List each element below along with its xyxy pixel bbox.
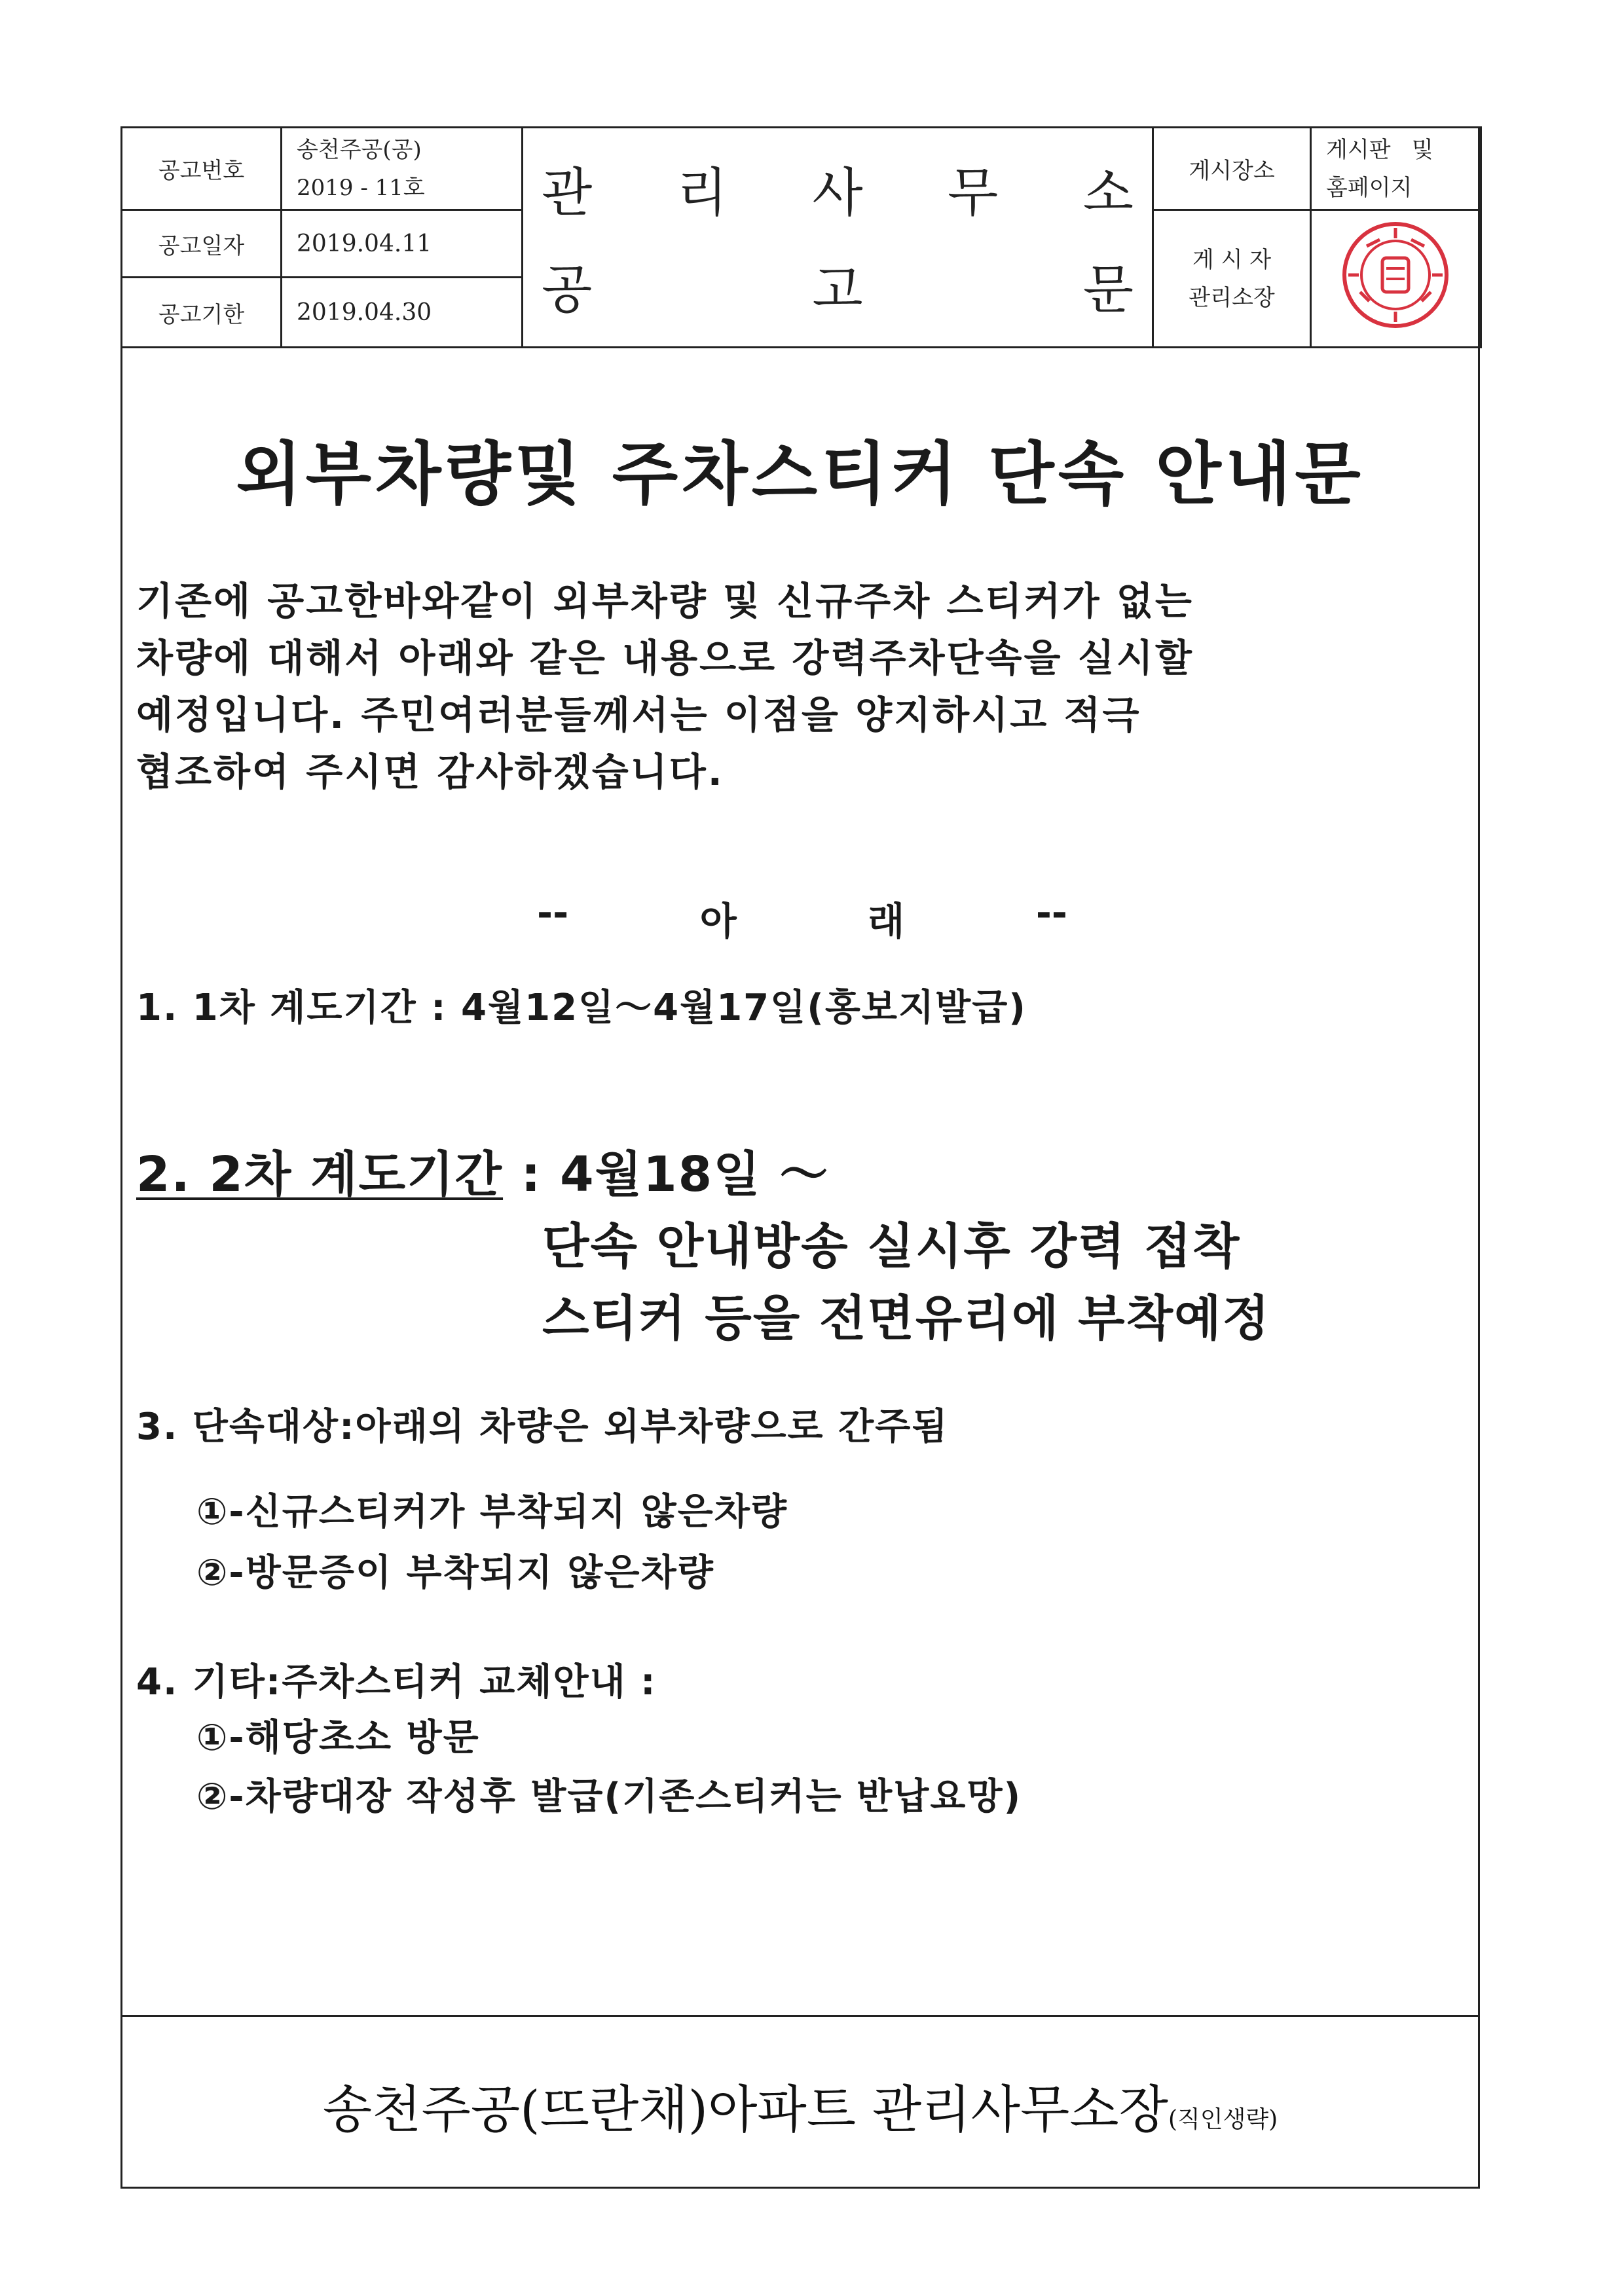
item-2-underlined: 2. 2차 계도기간 [136, 1146, 504, 1203]
item-2-line2: 단속 안내방송 실시후 강력 접착 [542, 1218, 1241, 1275]
poster-label [1153, 210, 1311, 348]
below-heading-char: 아 [699, 899, 737, 943]
office-char: 소 [1082, 162, 1134, 223]
item-2-line3: 스티커 등을 전면유리에 부착예정 [542, 1290, 1271, 1347]
notice-char: 문 [1082, 259, 1134, 320]
item-3: 3. 단속대상:아래의 차량은 외부차량으로 간주됨 [136, 1406, 949, 1448]
item-1: 1. 1차 계도기간 : 4월12일～4월17일(홍보지발급) [136, 987, 1027, 1029]
posting-place-line2: 홈페이지 [1326, 174, 1412, 201]
notice-title [542, 247, 1134, 323]
item-4-a: ①-해당초소 방문 [196, 1717, 480, 1759]
below-heading-dash: -- [1035, 890, 1067, 935]
notice-char: 공 [542, 259, 593, 320]
below-heading [537, 890, 1067, 945]
intro-line: 기존에 공고한바와같이 외부차량 및 신규주차 스티커가 없는 [136, 579, 1194, 623]
office-notice-title-cell [523, 128, 1153, 348]
official-seal-icon [1340, 220, 1450, 330]
intro-line: 협조하여 주시면 감사하겠습니다. [136, 750, 724, 794]
item-2-rest: : 4월18일 ～ [503, 1146, 830, 1203]
intro-paragraph [136, 573, 1459, 801]
office-char: 리 [676, 162, 728, 223]
item-4-b: ②-차량대장 작성후 발급(기존스티커는 반납요망) [196, 1776, 1022, 1818]
footer-signature: 송천주공(뜨란채)아파트 관리사무소장 [322, 2081, 1169, 2140]
poster-label-line1: 게 시 자 [1192, 246, 1272, 273]
posting-place-value [1311, 128, 1481, 210]
below-heading-char: 래 [868, 899, 905, 943]
notice-number-value [282, 128, 523, 210]
notice-number-label: 공고번호 [122, 128, 282, 210]
office-char: 관 [542, 162, 593, 223]
footer-divider [120, 2015, 1480, 2017]
document-title: 외부차량및 주차스티커 단속 안내문 [236, 434, 1365, 514]
office-char: 무 [948, 162, 999, 223]
item-2 [136, 1136, 829, 1205]
office-char: 사 [812, 162, 863, 223]
item-3-a: ①-신규스티커가 부착되지 않은차량 [196, 1491, 788, 1533]
notice-char: 고 [812, 259, 863, 320]
official-stamp-cell [1311, 210, 1481, 348]
posting-place-label: 게시장소 [1153, 128, 1311, 210]
footer-signature-block [120, 2069, 1480, 2142]
intro-line: 차량에 대해서 아래와 같은 내용으로 강력주차단속을 실시할 [136, 636, 1194, 680]
notice-date-label: 공고일자 [122, 210, 282, 278]
notice-period-value: 2019.04.30 [282, 278, 523, 348]
notice-date-value: 2019.04.11 [282, 210, 523, 278]
notice-number-line2: 2019 - 11호 [297, 174, 425, 201]
notice-header-table [120, 126, 1482, 348]
poster-label-line2: 관리소장 [1189, 284, 1275, 311]
intro-line: 예정입니다. 주민여러분들께서는 이점을 양지하시고 적극 [136, 693, 1141, 737]
footer-note: (직인생략) [1168, 2106, 1278, 2133]
office-title [542, 151, 1134, 226]
notice-number-line1: 송천주공(공) [297, 136, 422, 163]
item-3-b: ②-방문증이 부착되지 않은차량 [196, 1552, 714, 1594]
below-heading-dash: -- [537, 890, 569, 935]
posting-place-line1: 게시판 및 [1326, 136, 1433, 163]
item-4: 4. 기타:주차스티커 교체안내 : [136, 1661, 657, 1704]
notice-period-label: 공고기한 [122, 278, 282, 348]
